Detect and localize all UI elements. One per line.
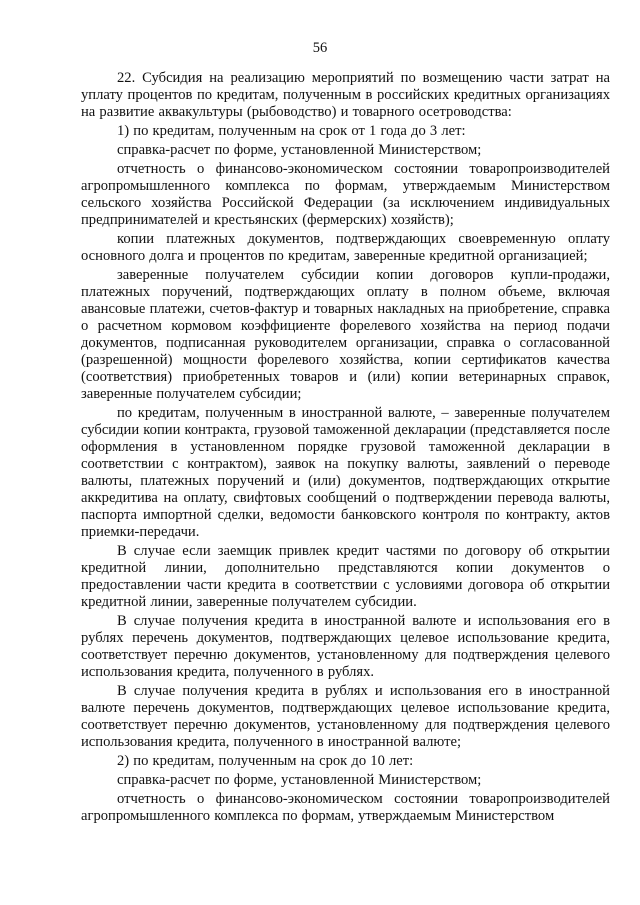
paragraph-financial-report: отчетность о финансово-экономическом состоянии товаропроизводителей агропромышленного комплекса по формам, утверждаемым Министерством сельского хозяйства Российской Федерации (за исключением индивидуальных предпринимателей и крестьянских (фермерских) хозяйств); xyxy=(81,161,610,228)
paragraph-credit-line: В случае если заемщик привлек кредит частями по договору об открытии кредитной линии, дополнительно представляются копии документов о предоставлении части кредита в соответствии с условиями договора об открытии кредитной линии, заверенные получателем субсидии. xyxy=(81,543,610,610)
paragraph-purchase-contracts: заверенные получателем субсидии копии договоров купли-продажи, платежных поручений, подтверждающих оплату в полном объеме, включая авансовые платежи, счетов-фактур и товарных накладных на приобретение, справка о расчетном кормовом коэффициенте форелевого хозяйства на период подачи документов, подписанная руководителем организации, справка о согласованной (разрешенной) мощности форелевого хозяйства, копии сертификатов качества (соответствия) приобретенных товаров и (или) копии ветеринарных справок, заверенные получателем субсидии; xyxy=(81,267,610,402)
paragraph-item-22-heading: 22. Субсидия на реализацию мероприятий по возмещению части затрат на уплату процентов по кредитам, полученным в российских кредитных организациях на развитие аквакультуры (рыбоводство) и товарного осетроводства: xyxy=(81,70,610,120)
paragraph-foreign-to-rubles: В случае получения кредита в иностранной валюте и использования его в рублях перечень документов, подтверждающих целевое использование кредита, соответствует перечню документов, установленному для подтверждения целевого использования кредита, полученного в рублях. xyxy=(81,613,610,680)
page-number: 56 xyxy=(312,40,328,56)
paragraph-foreign-currency-credits: по кредитам, полученным в иностранной валюте, – заверенные получателем субсидии копии контракта, грузовой таможенной декларации (представляется после оформления в установленном порядке грузовой таможенной декларации в соответствии с контрактом), заявок на покупку валюты, заявлений о переводе валюты, платежных поручений и (или) документов, подтверждающих открытие аккредитива на оплату, свифтовых сообщений о подтверждении перевода валюты, паспорта импортной сделки, ведомости банковского контроля по контракту, актов приемки-передачи. xyxy=(81,405,610,540)
paragraph-rubles-to-foreign: В случае получения кредита в рублях и использования его в иностранной валюте перечень документов, подтверждающих целевое использование кредита, соответствует перечню документов, установленному для подтверждения целевого использования кредита, полученного в иностранной валюте; xyxy=(81,683,610,750)
paragraph-subitem-2: 2) по кредитам, полученным на срок до 10 лет: xyxy=(117,753,414,769)
paragraph-payment-documents: копии платежных документов, подтверждающих своевременную оплату основного долга и процентов по кредитам, заверенные кредитной организацией; xyxy=(81,231,610,264)
paragraph-calculation-certificate: справка-расчет по форме, установленной Министерством; xyxy=(117,142,482,158)
paragraph-calculation-certificate-2: справка-расчет по форме, установленной Министерством; xyxy=(117,772,482,788)
paragraph-subitem-1: 1) по кредитам, полученным на срок от 1 года до 3 лет: xyxy=(117,123,466,139)
paragraph-financial-report-2: отчетность о финансово-экономическом состоянии товаропроизводителей агропромышленного комплекса по формам, утверждаемым Министерством xyxy=(81,791,610,824)
document-body xyxy=(81,70,610,827)
